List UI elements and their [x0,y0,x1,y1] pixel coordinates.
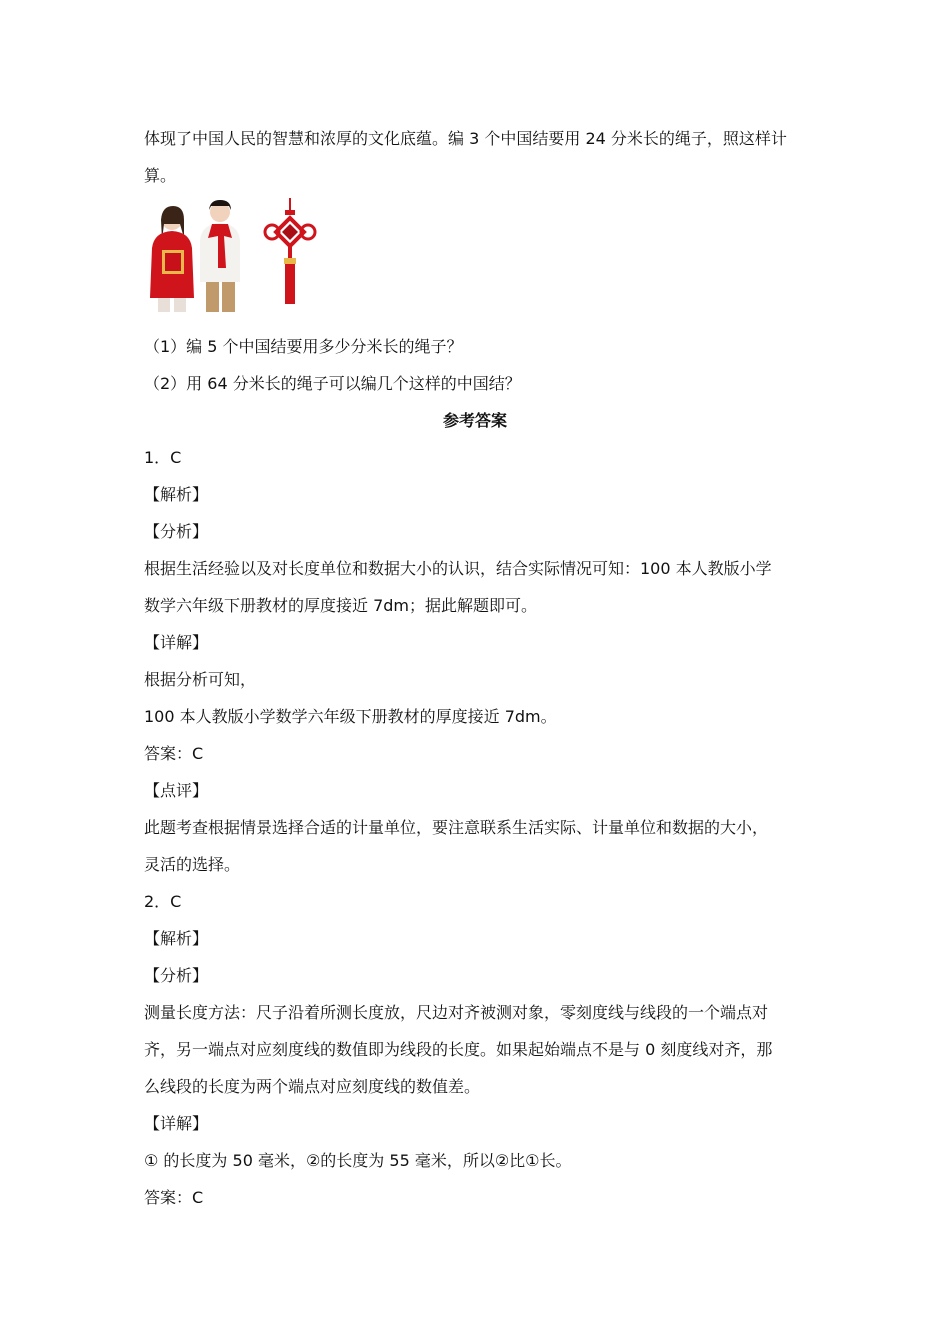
answer-1-result: 答案：C [144,744,204,763]
comment-label-1: 【点评】 [144,781,209,800]
answer-2-detail-line: ① 的长度为 50 毫米，②的长度为 55 毫米，所以②比①长。 [144,1151,572,1170]
question-1: （1）编 5 个中国结要用多少分米长的绳子？ [144,337,463,356]
detail-label-2: 【详解】 [144,1114,209,1133]
answer-2-text-line-3: 么线段的长度为两个端点对应刻度线的数值差。 [144,1077,481,1096]
analysis-label-1: 【解析】 [144,485,209,504]
answer-section-title: 参考答案 [442,411,507,430]
answer-2-number: 2．C [144,892,182,911]
chinese-knot-illustration [144,198,324,316]
fenxi-label-2: 【分析】 [144,966,209,985]
man-figure [200,200,240,312]
detail-label-1: 【详解】 [144,633,209,652]
answer-2-text-line-1: 测量长度方法：尺子沿着所测长度放，尺边对齐被测对象，零刻度线与线段的一个端点对 [144,1003,769,1022]
comment-line-2: 灵活的选择。 [144,855,241,874]
answer-1-number: 1．C [144,448,182,467]
problem-text-line-2: 算。 [144,166,177,185]
analysis-label-2: 【解析】 [144,929,209,948]
answer-2-result: 答案：C [144,1188,204,1207]
woman-figure [150,206,194,312]
answer-1-text-line-1: 根据生活经验以及对长度单位和数据大小的认识，结合实际情况可知：100 本人教版小学 [144,559,772,578]
problem-text-line-1: 体现了中国人民的智慧和浓厚的文化底蕴。编 3 个中国结要用 24 分米长的绳子，照这样计 [144,129,787,148]
chinese-knot-icon [265,198,315,304]
answer-1-text-line-2: 数学六年级下册教材的厚度接近 7dm；据此解题即可。 [144,596,538,615]
fenxi-label-1: 【分析】 [144,522,209,541]
comment-line-1: 此题考查根据情景选择合适的计量单位，要注意联系生活实际、计量单位和数据的大小， [144,818,769,837]
question-2: （2）用 64 分米长的绳子可以编几个这样的中国结？ [144,374,521,393]
answer-2-text-line-2: 齐，另一端点对应刻度线的数值即为线段的长度。如果起始端点不是与 0 刻度线对齐，那 [144,1040,773,1059]
answer-1-detail-line-2: 100 本人教版小学数学六年级下册教材的厚度接近 7dm。 [144,707,557,726]
answer-1-detail-line-1: 根据分析可知， [144,670,257,689]
